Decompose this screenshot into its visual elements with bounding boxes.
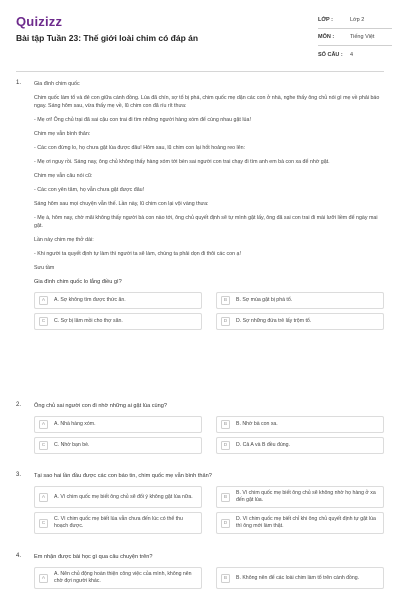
option-text: C. Vì chim quốc mẹ biết lúa vẫn chưa đến lúc có thể thu hoạch được. (54, 516, 183, 529)
passage-paragraph: - Khi người ta quyết định tự làm thì người ta sẽ làm, chúng ta phải dọn đi thôi các con ạ! (34, 251, 241, 257)
answer-option-c[interactable] (34, 512, 202, 534)
option-letter-badge: C (39, 519, 48, 528)
option-letter-badge: A (39, 574, 48, 583)
meta-value: 4 (350, 51, 354, 58)
quizizz-logo: Quizizz (16, 14, 63, 29)
option-text: A. Nhà hàng xóm. (54, 421, 96, 427)
meta-label: MÔN : (318, 34, 335, 40)
worksheet-header (0, 0, 400, 70)
answer-option-b[interactable] (216, 567, 384, 589)
answer-options (34, 292, 384, 330)
option-letter-badge: A (39, 420, 48, 429)
page-title: Bài tập Tuần 23: Thế giới loài chim có đáp án (16, 33, 199, 43)
option-letter-badge: B (221, 493, 230, 502)
answer-option-b[interactable] (216, 292, 384, 309)
option-text: C. Sợ bị lâm mồi cho thợ săn. (54, 318, 123, 324)
question-number: 2. (16, 402, 22, 408)
question-text: Gia đình chim quốc lo lắng điều gì? (34, 279, 122, 285)
passage-paragraph: Chim mẹ vẫn câu nói cũ: (34, 173, 93, 179)
option-letter-badge: B (221, 296, 230, 305)
passage-paragraph: - Các con yên tâm, họ vẫn chưa gặt được đâu! (34, 187, 145, 193)
passage-paragraph: Gia đình chim quốc (34, 81, 80, 87)
answer-option-c[interactable] (34, 437, 202, 454)
passage-source: Sưu tầm (34, 265, 55, 271)
answer-option-d[interactable] (216, 437, 384, 454)
meta-value: Lớp 2 (350, 17, 365, 23)
option-letter-badge: D (221, 441, 230, 450)
question-body (34, 553, 384, 589)
question-text: Ông chủ sai người con đi nhờ những ai gặt lúa cùng? (34, 403, 168, 409)
passage-paragraph: Chim mẹ vẫn bình thản: (34, 131, 91, 137)
worksheet-meta (318, 12, 392, 63)
option-letter-badge: D (221, 519, 230, 528)
answer-options (34, 416, 384, 454)
passage-paragraph: - Mẹ ơi nguy rồi. Sáng nay, ông chủ không thấy hàng xóm tới bèn sai người con trai chạy đi tìm anh em bà con xa để nhờ gặt. (34, 159, 330, 165)
meta-label: LỚP : (318, 17, 333, 23)
answer-option-d[interactable] (216, 512, 384, 534)
passage-paragraph: - Mẹ ơi! Ông chủ trại đã sai cậu con trai đi tìm những người hàng xóm để cùng nhau gặt lúa! (34, 117, 251, 123)
passage-paragraph: Lần này chim mẹ thở dài: (34, 237, 94, 243)
answer-option-a[interactable] (34, 416, 202, 433)
question-body (34, 402, 384, 454)
option-text: C. Nhờ bạn bè. (54, 442, 90, 448)
answer-options (34, 486, 384, 534)
question-number: 4. (16, 553, 22, 559)
answer-option-a[interactable] (34, 567, 202, 589)
question-body (34, 80, 384, 330)
question-text: Em nhận được bài học gì qua câu chuyện trên? (34, 554, 153, 560)
option-letter-badge: C (39, 317, 48, 326)
answer-option-a[interactable] (34, 292, 202, 309)
answer-option-c[interactable] (34, 313, 202, 330)
passage-paragraph: - Các con đừng lo, họ chưa gặt lúa được đâu! Hôm sau, lũ chim con lại hốt hoảng reo lên: (34, 145, 246, 151)
passage-paragraph: Sáng hôm sau mọi chuyện vẫn thế. Lần này, lũ chim con lại vội vàng thưa: (34, 201, 209, 207)
option-text: D. Vì chim quốc mẹ biết chỉ khi ông chủ quyết định tự gặt lúa thì ông mới làm thật. (236, 516, 376, 529)
option-letter-badge: A (39, 493, 48, 502)
answer-options (34, 567, 384, 589)
option-text: A. Sợ không tìm được thức ăn. (54, 297, 126, 303)
option-letter-badge: B (221, 420, 230, 429)
option-letter-badge: C (39, 441, 48, 450)
passage-paragraph: - Mẹ à, hôm nay, chờ mãi không thấy người bà con nào tới, ông chủ quyết định sẽ tự mình gặt lấy, ông đã sai con trai đi mài lưỡi liềm để ngày mai gặt. (34, 215, 378, 229)
answer-option-b[interactable] (216, 486, 384, 508)
option-text: A. Vì chim quốc mẹ biết ông chủ sẽ đổi ý không gặt lúa nữa. (54, 493, 193, 500)
option-text: B. Sợ mùa gặt bị phá tổ. (236, 297, 293, 303)
meta-label: SỐ CÂU : (318, 51, 343, 58)
question-body (34, 472, 384, 534)
passage-paragraph: Chim quốc làm tổ và đẻ con giữa cánh đồng. Lúa đã chín, sợ tổ bị phá, chim quốc mẹ dặn các con ở nhà, nghe thấy ông chủ nói gì mẹ về phải báo ngay. Sáng hôm sau, vừa thấy mẹ về, lũ chim con đã ríu rít thưa: (34, 95, 380, 109)
option-letter-badge: D (221, 317, 230, 326)
meta-row-count (318, 46, 392, 63)
option-text: A. Nên chủ động hoàn thiện công việc của mình, không nên chờ đợi người khác. (54, 571, 192, 584)
question-number: 1. (16, 80, 22, 86)
option-text: D. Cả A và B đều đúng. (236, 442, 290, 448)
question-text: Tại sao hai lần đầu được các con báo tin, chim quốc mẹ vẫn bình thản? (34, 473, 212, 479)
answer-option-a[interactable] (34, 486, 202, 508)
option-text: B. Nhờ bà con xa. (236, 421, 278, 427)
option-text: D. Sợ những đứa trẻ lấy trộm tổ. (236, 318, 312, 324)
option-text: B. Không nên để các loài chim làm tổ trên cánh đồng. (236, 574, 360, 581)
header-divider (16, 71, 384, 72)
answer-option-d[interactable] (216, 313, 384, 330)
meta-row-subject (318, 29, 392, 46)
meta-value: Tiếng Việt (350, 34, 375, 40)
option-letter-badge: A (39, 296, 48, 305)
answer-option-b[interactable] (216, 416, 384, 433)
option-text: B. Vì chim quốc mẹ biết ông chủ sẽ không nhờ họ hàng ở xa đến gặt lúa. (236, 490, 376, 503)
meta-row-grade (318, 12, 392, 29)
option-letter-badge: B (221, 574, 230, 583)
question-number: 3. (16, 472, 22, 478)
